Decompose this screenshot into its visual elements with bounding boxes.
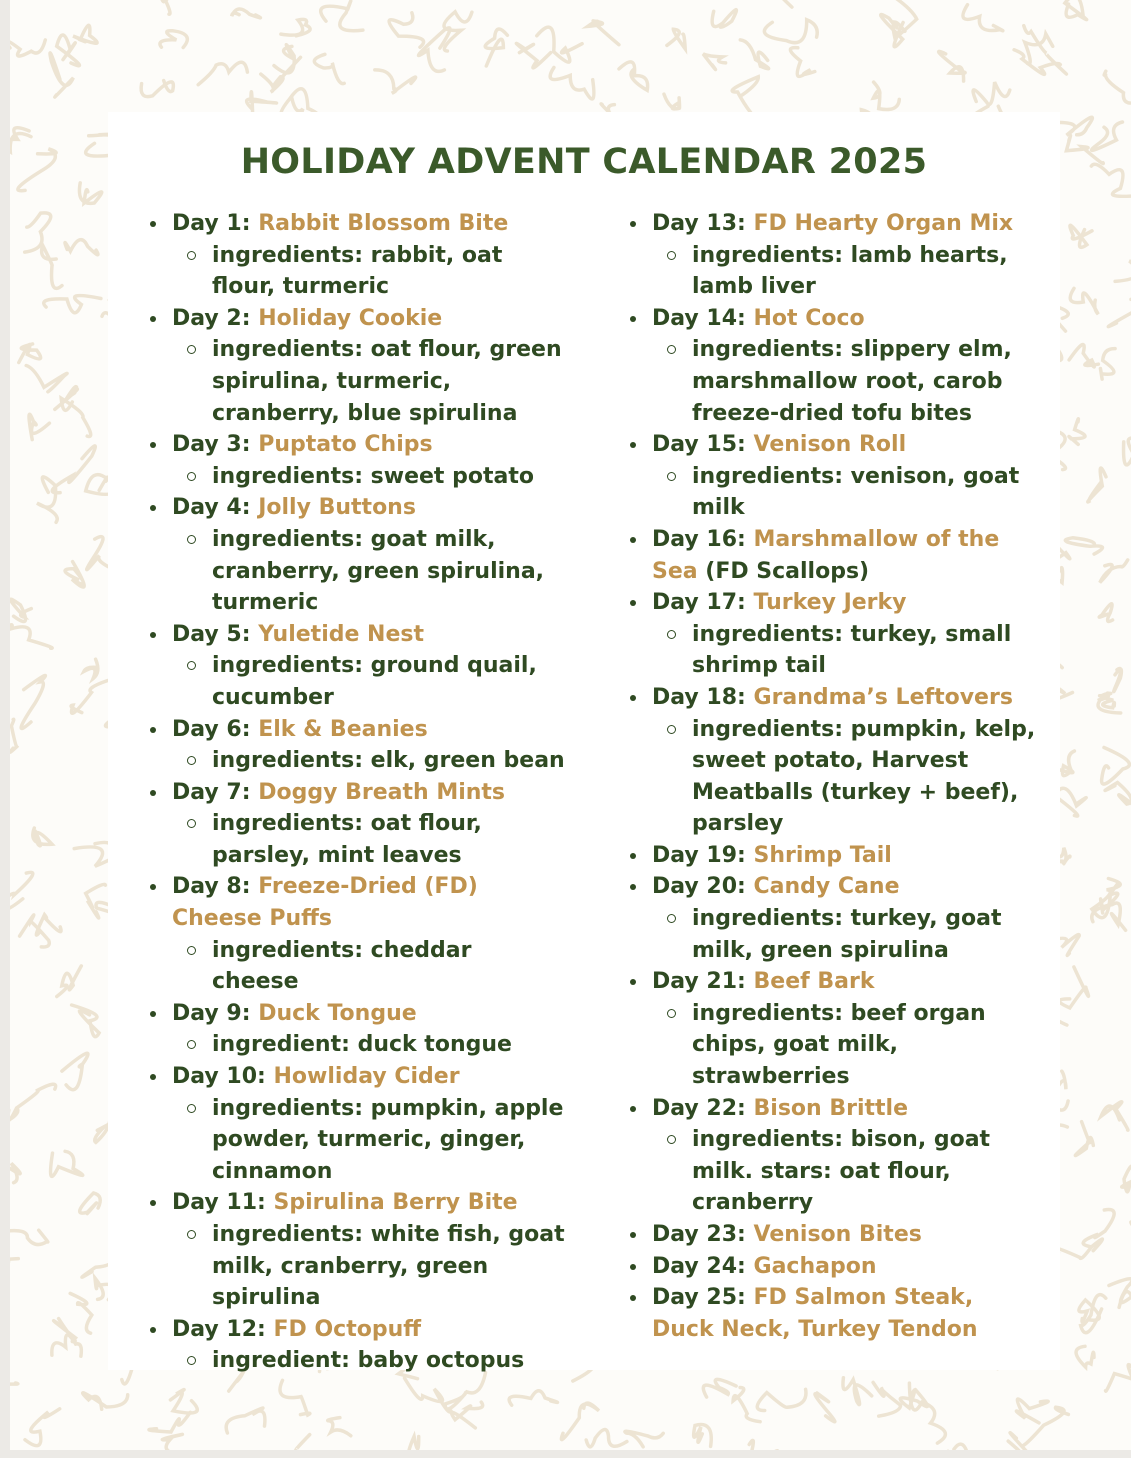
day-item [140,303,565,429]
ingredient-item: ingredients: oat flour, green spirulina, turmeric, cranberry, blue spirulina [172,334,565,429]
day-item [620,1251,1040,1283]
squiggle-line [1102,748,1130,785]
squiggle-line [83,1393,128,1410]
treat-name: Candy Cane [753,874,900,900]
squiggle-line [1016,1399,1048,1423]
ingredient-list [172,935,565,998]
day-item [620,1093,1040,1219]
squiggle-line [37,477,57,522]
ingredient-item: ingredients: lamb hearts, lamb liver [652,240,1040,303]
squiggle-line [1106,1365,1131,1392]
day-item [620,1219,1040,1251]
squiggle-line [1101,1102,1128,1130]
day-label: Day 10: [172,1064,266,1090]
day-label: Day 3: [172,432,251,458]
squiggle-line [84,659,98,678]
squiggle-line [703,54,726,70]
day-label: Day 25: [652,1285,746,1311]
squiggle-line [939,51,965,81]
ingredient-item: ingredients: turkey, small shrimp tail [652,619,1040,682]
squiggle-line [1108,294,1131,327]
day-item [620,303,1040,429]
ingredient-list [172,745,565,777]
treat-name: FD Octopuff [273,1316,422,1342]
squiggle-line [1109,1279,1131,1308]
squiggle-line [764,20,817,43]
ingredient-item: ingredients: white fish, goat milk, cranberry, green spirulina [172,1219,565,1314]
treat-name: Howliday Cider [273,1064,460,1090]
squiggle-line [1115,250,1131,281]
day-label: Day 8: [172,874,251,900]
squiggle-line [232,9,261,18]
ingredient-item: ingredients: rabbit, oat flour, turmeric [172,240,565,303]
squiggle-line [1105,783,1131,807]
squiggle-line [1014,50,1060,75]
squiggle-line [1075,1122,1093,1156]
ingredient-item: ingredients: venison, goat milk [652,461,1040,524]
squiggle-line [10,1159,20,1183]
ingredient-item: ingredients: beef organ chips, goat milk, strawberries [652,998,1040,1093]
squiggle-line [1100,560,1128,583]
squiggle-line [274,45,294,73]
ingredient-list [172,1029,565,1061]
page-title: HOLIDAY ADVENT CALENDAR 2025 [240,142,928,182]
ingredient-item: ingredients: bison, goat milk. stars: oat flour, cranberry [652,1124,1040,1219]
ingredient-item: ingredients: oat flour, parsley, mint leaves [172,808,565,871]
squiggle-line [445,1373,485,1409]
ingredient-item: ingredients: elk, green bean [172,745,565,777]
squiggle-line [10,128,31,152]
squiggle-line [1100,349,1115,380]
treat-name: Jolly Buttons [258,495,416,521]
day-item [620,966,1040,1092]
squiggle-line [389,13,424,47]
squiggle-line [790,48,814,77]
squiggle-line [1114,669,1122,692]
ingredient-item: ingredients: slippery elm, marshmallow root, carob freeze-dried tofu bites [652,334,1040,429]
squiggle-line [70,1293,92,1333]
squiggle-line [588,21,619,45]
squiggle-line [408,1437,421,1451]
ingredient-item: ingredients: pumpkin, apple powder, turmeric, ginger, cinnamon [172,1093,565,1188]
squiggle-line [65,240,98,255]
treat-name: Gachapon [753,1253,877,1279]
ingredient-list [172,240,565,303]
treat-name: Hot Coco [753,305,865,331]
squiggle-line [537,27,582,62]
treat-name: FD Salmon Steak, Duck Neck, Turkey Tendon [652,1285,978,1342]
squiggle-line [1023,1407,1068,1445]
treat-name: Puptato Chips [258,432,433,458]
squiggle-line [948,1444,979,1450]
treat-name: Beef Bark [753,969,875,995]
treat-name: Elk & Beanies [258,716,428,742]
squiggle-line [732,77,758,113]
squiggle-line [33,828,52,846]
day-label: Day 24: [652,1253,746,1279]
squiggle-line [10,625,52,648]
ingredient-item: ingredient: duck tongue [172,1029,565,1061]
squiggle-line [1065,0,1087,20]
squiggle-line [170,1390,197,1414]
day-label: Day 1: [172,211,251,236]
squiggle-line [1069,419,1085,445]
squiggle-line [550,68,594,99]
squiggle-line [561,1403,599,1439]
squiggle-line [625,1431,663,1447]
squiggle-line [1069,345,1098,367]
squiggle-line [18,149,56,191]
day-item [620,840,1040,872]
ingredient-list [652,903,1040,966]
right-day-list [620,208,1040,1345]
squiggle-line [1053,1239,1102,1258]
day-label: Day 9: [172,1000,251,1026]
squiggle-line [405,1378,452,1412]
squiggle-line [198,62,247,85]
squiggle-line [1059,967,1088,1008]
day-label: Day 11: [172,1190,266,1216]
treat-name: Rabbit Blossom Bite [258,211,509,236]
day-item [140,429,565,492]
day-label: Day 21: [652,969,746,995]
day-item [140,1314,565,1377]
squiggle-line [149,1412,190,1432]
treat-name: Duck Tongue [258,1000,417,1026]
treat-name: Marshmallow of the Sea [652,526,1000,584]
squiggle-line [29,414,49,439]
day-label: Day 4: [172,495,251,521]
squiggle-line [740,40,768,69]
treat-name: Holiday Cookie [258,305,443,331]
squiggle-line [703,1379,736,1397]
ingredient-list [652,1124,1040,1219]
squiggle-line [79,183,101,203]
day-item [140,208,565,303]
treat-name: Grandma’s Leftovers [753,684,1013,710]
day-item [140,714,565,777]
squiggle-line [1124,438,1131,465]
ingredient-list [652,714,1040,840]
ingredient-item: ingredients: pumpkin, kelp, sweet potato, Harvest Meatballs (turkey + beef), parsley [652,714,1040,840]
squiggle-line [10,1230,48,1244]
day-label: Day 6: [172,716,251,742]
ingredient-item: ingredients: sweet potato [172,461,565,493]
day-label: Day 19: [652,842,746,868]
day-label: Day 22: [652,1095,746,1121]
ingredient-item: ingredient: baby octopus [172,1345,565,1377]
squiggle-line [162,1434,182,1450]
day-item [140,777,565,872]
treat-name: Venison Bites [753,1222,922,1247]
squiggle-line [667,29,685,49]
squiggle-line [19,344,41,363]
squiggle-line [80,1193,101,1214]
day-item [140,871,565,997]
squiggle-line [873,1382,901,1416]
ingredient-list [172,808,565,871]
day-label: Day 12: [172,1316,266,1342]
squiggle-line [21,675,45,728]
treat-name: Spirulina Berry Bite [273,1190,518,1216]
squiggle-line [873,82,899,109]
squiggle-line [1025,34,1053,64]
squiggle-line [843,1378,872,1405]
day-label: Day 5: [172,621,251,647]
squiggle-line [375,70,416,93]
squiggle-line [10,1259,18,1280]
day-item [140,1187,565,1313]
squiggle-line [10,872,33,909]
left-day-list [140,208,565,1377]
squiggle-line [57,966,82,997]
ingredient-list [172,461,565,493]
squiggle-line [25,1409,60,1446]
squiggle-line [1070,225,1092,247]
squiggle-line [619,62,648,90]
treat-name: Bison Brittle [753,1095,909,1121]
squiggle-line [44,296,101,313]
squiggle-line [712,10,736,27]
squiggle-line [71,681,107,714]
squiggle-line [226,1408,265,1433]
ingredient-list [172,524,565,619]
ingredient-item: ingredients: cheddar cheese [172,935,565,998]
ingredient-list [652,461,1040,524]
day-item [620,208,1040,303]
ingredient-list [652,619,1040,682]
day-item [620,682,1040,840]
ingredient-list [172,1093,565,1188]
calendar-page [10,0,1131,1450]
squiggle-line [328,1418,351,1436]
squiggle-line [509,1391,557,1405]
ingredient-item: ingredients: turkey, goat milk, green spirulina [652,903,1040,966]
day-label: Day 13: [652,211,746,236]
day-label: Day 16: [652,526,746,552]
squiggle-line [73,25,97,43]
squiggle-line [51,1151,83,1176]
squiggle-line [11,599,32,621]
squiggle-line [61,398,91,436]
day-label: Day 2: [172,305,251,331]
squiggle-line [1122,1166,1131,1192]
squiggle-line [973,82,1010,104]
squiggle-line [42,245,62,288]
squiggle-line [160,31,187,48]
squiggle-line [516,43,550,68]
day-item [140,492,565,618]
squiggle-line [900,1390,927,1408]
content-panel [108,112,1060,1374]
squiggle-line [1070,288,1098,314]
squiggle-line [10,1379,18,1390]
treat-name: Yuletide Nest [258,621,425,647]
squiggle-line [321,1,363,31]
treat-name: Doggy Breath Mints [258,779,506,805]
squiggle-line [281,19,310,35]
ingredient-item: ingredients: goat milk, cranberry, green spirulina, turmeric [172,524,565,619]
day-item [620,429,1040,524]
squiggle-line [748,0,792,7]
day-item [140,619,565,714]
squiggle-line [62,1053,88,1089]
treat-name: Shrimp Tail [753,842,892,868]
squiggle-line [65,562,84,587]
day-item [620,587,1040,682]
squiggle-line [694,1425,712,1447]
day-item [620,1282,1040,1345]
squiggle-line [586,1430,627,1447]
ingredient-list [172,650,565,713]
squiggle-line [10,719,16,752]
treat-name: Freeze-Dried (FD) Cheese Puffs [172,874,478,932]
treat-name: Turkey Jerky [753,590,907,616]
squiggle-line [280,1380,310,1415]
squiggle-line [1088,468,1106,502]
squiggle-line [25,213,51,252]
squiggle-line [452,1402,483,1428]
day-label: Day 18: [652,684,746,710]
squiggle-line [141,81,173,97]
squiggle-line [1065,538,1102,554]
day-label: Day 15: [652,432,746,458]
treat-name: FD Hearty Organ Mix [753,211,1014,236]
squiggle-line [1091,164,1131,196]
ingredient-item: ingredients: ground quail, cucumber [172,650,565,713]
squiggle-line [160,0,175,14]
treat-name: Venison Roll [753,432,907,458]
squiggle-line [26,366,67,392]
squiggle-line [1008,1433,1035,1450]
squiggle-line [1076,1346,1094,1367]
day-label: Day 14: [652,305,746,331]
day-label: Day 23: [652,1222,746,1247]
ingredient-list [172,1219,565,1314]
squiggle-line [1099,604,1112,622]
ingredient-list [652,240,1040,303]
squiggle-line [1104,71,1131,103]
squiggle-line [664,94,680,109]
ingredient-list [172,1345,565,1377]
squiggle-line [485,29,507,66]
squiggle-line [1079,1300,1099,1322]
day-item [140,1061,565,1187]
ingredient-list [652,334,1040,429]
treat-name-note: (FD Scallops) [697,558,870,584]
day-item [140,998,565,1061]
day-item [620,524,1040,587]
squiggle-line [10,40,45,56]
day-label: Day 17: [652,590,746,616]
day-label: Day 20: [652,874,746,900]
day-label: Day 7: [172,779,251,805]
squiggle-line [748,1440,778,1450]
squiggle-line [815,1393,835,1422]
ingredient-list [652,998,1040,1093]
day-item [620,871,1040,966]
squiggle-line [314,54,344,83]
squiggle-line [57,35,80,66]
squiggle-line [963,5,1003,31]
squiggle-line [72,1005,100,1037]
ingredient-list [172,334,565,429]
squiggle-line [1092,122,1123,150]
squiggle-line [287,1435,318,1450]
squiggle-line [757,1389,806,1410]
